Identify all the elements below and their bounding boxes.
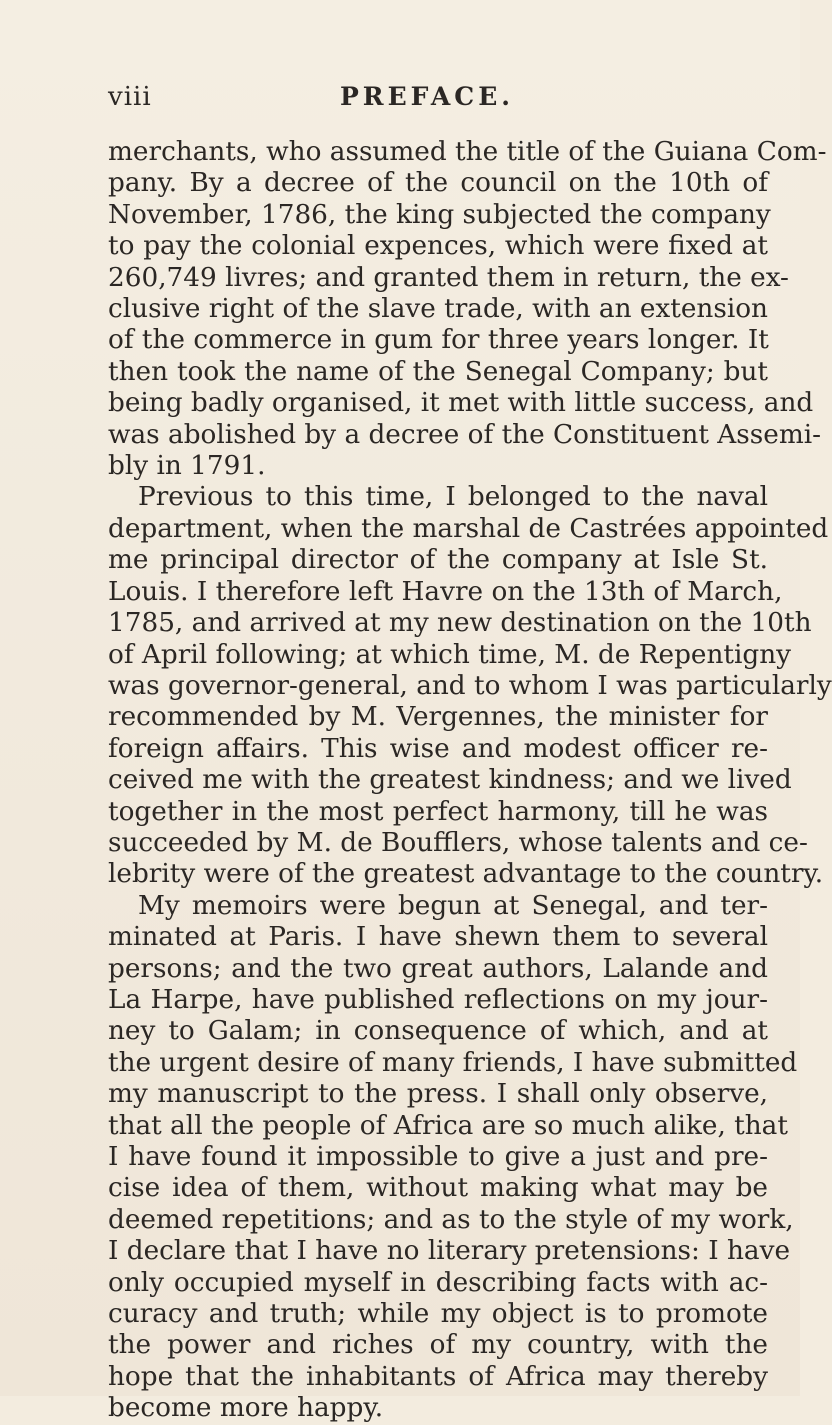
text-line: together in the most perfect harmony, till he was [108, 796, 768, 827]
text-line: the power and riches of my country, with the [108, 1330, 768, 1361]
text-line: persons; and the two great authors, Lalande and [108, 953, 768, 984]
text-line: of April following; at which time, M. de Repentigny [108, 639, 791, 670]
text-line: bly in 1791. [108, 451, 266, 482]
text-line: Louis. I therefore left Havre on the 13th of March, [108, 576, 783, 607]
text-line: become more happy. [108, 1393, 384, 1424]
text-line: pany. By a decree of the council on the 10th of [108, 168, 768, 199]
text-line: my manuscript to the press. I shall only observe, [108, 1079, 768, 1110]
text-line: ney to Galam; in consequence of which, and at [108, 1016, 768, 1047]
text-line: clusive right of the slave trade, with an extension [108, 294, 768, 325]
preface-body [108, 137, 832, 1425]
running-head: PREFACE. [340, 82, 514, 111]
text-line: November, 1786, the king subjected the company [108, 199, 771, 230]
text-line: 260,749 livres; and granted them in return, the ex- [108, 262, 789, 293]
page-number: viii [108, 82, 152, 112]
page-header [108, 82, 740, 122]
text-line: I have found it impossible to give a just and pre- [108, 1142, 768, 1172]
text-line: La Harpe, have published reflections on my jour- [108, 984, 768, 1015]
text-line: deemed repetitions; and as to the style of my work, [108, 1204, 794, 1235]
text-line: lebrity were of the greatest advantage to the country. [108, 859, 824, 890]
text-line: Previous to this time, I belonged to the naval [138, 482, 768, 513]
text-line: minated at Paris. I have shewn them to several [108, 922, 768, 953]
text-line: department, when the marshal de Castrées appointed [108, 513, 829, 544]
text-line: foreign affairs. This wise and modest officer re- [108, 733, 768, 764]
text-line: My memoirs were begun at Senegal, and ter- [138, 890, 768, 921]
text-line: then took the name of the Senegal Company; but [108, 356, 768, 387]
text-line: was governor-general, and to whom I was particularly [108, 670, 832, 701]
text-line: of the commerce in gum for three years longer. It [108, 325, 769, 356]
text-line: curacy and truth; while my object is to promote [108, 1299, 768, 1330]
text-line: me principal director of the company at Isle St. [108, 545, 768, 576]
text-line: 1785, and arrived at my new destination on the 10th [108, 608, 812, 639]
text-line: cise idea of them, without making what may be [108, 1173, 768, 1204]
text-line: to pay the colonial expences, which were fixed at [108, 231, 768, 262]
text-line: hope that the inhabitants of Africa may thereby [108, 1361, 768, 1392]
text-line: that all the people of Africa are so much alike, that [108, 1110, 788, 1141]
text-line: I declare that I have no literary pretensions: I have [108, 1236, 791, 1267]
text-line: only occupied myself in describing facts with ac- [108, 1267, 768, 1298]
text-line: ceived me with the greatest kindness; and we lived [108, 765, 792, 796]
text-line: recommended by M. Vergennes, the minister for [108, 702, 768, 733]
text-line: was abolished by a decree of the Constituent Assemi- [108, 419, 822, 450]
text-line: being badly organised, it met with little success, and [108, 388, 814, 419]
text-line: the urgent desire of many friends, I have submitted [108, 1047, 798, 1078]
text-line: succeeded by M. de Boufflers, whose talents and ce- [108, 827, 808, 858]
text-line: merchants, who assumed the title of the Guiana Com- [108, 137, 827, 167]
